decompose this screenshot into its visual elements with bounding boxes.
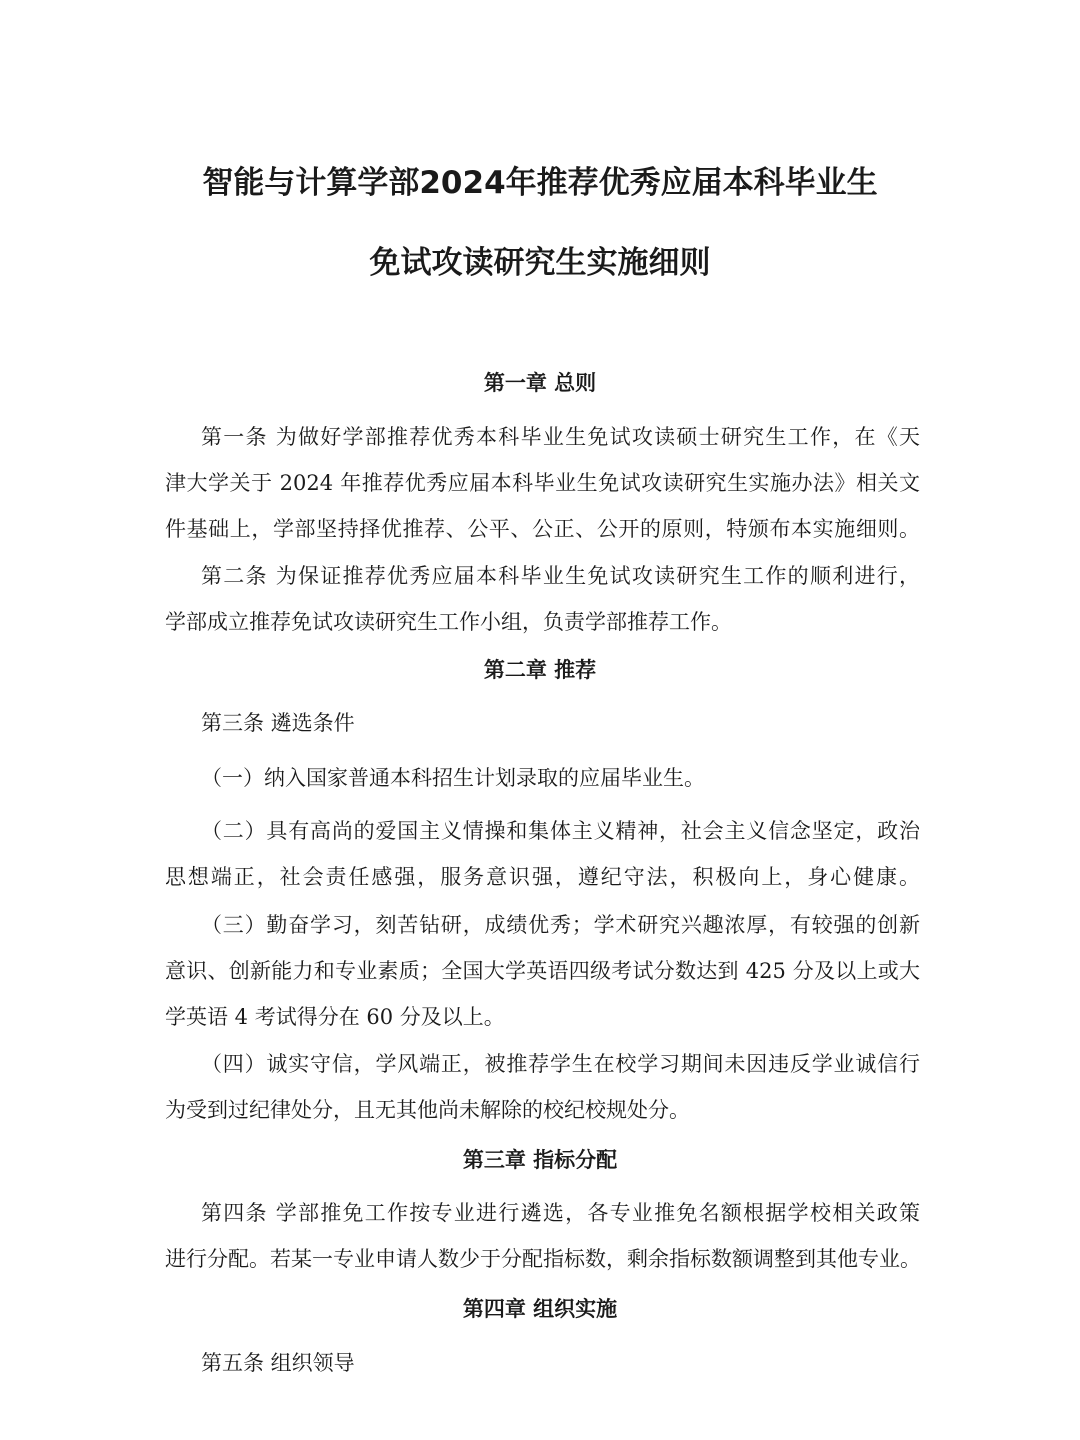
article-2 <box>165 553 920 645</box>
condition-4-line: （四）诚实守信，学风端正，被推荐学生在校学习期间未因违反学业诚信行 <box>201 1052 920 1076</box>
condition-3-line: （三）勤奋学习，刻苦钻研，成绩优秀；学术研究兴趣浓厚，有较强的创新 <box>201 913 920 937</box>
article-1-line: 第一条 为做好学部推荐优秀本科毕业生免试攻读硕士研究生工作，在《天 <box>201 425 920 449</box>
chapter-2-heading: 第二章 推荐 <box>483 658 597 682</box>
article-1 <box>165 414 920 552</box>
article-5-line: 第五条 组织领导 <box>201 1351 355 1375</box>
article-2-line: 第二条 为保证推荐优秀应届本科毕业生免试攻读研究生工作的顺利进行， <box>201 564 920 588</box>
condition-4 <box>165 1041 920 1133</box>
condition-2-line: （二）具有高尚的爱国主义情操和集体主义精神，社会主义信念坚定，政治 <box>201 819 920 843</box>
article-4-line: 进行分配。若某一专业申请人数少于分配指标数，剩余指标数额调整到其他专业。 <box>165 1247 921 1271</box>
article-1-line: 件基础上，学部坚持择优推荐、公平、公正、公开的原则，特颁布本实施细则。 <box>165 517 920 541</box>
condition-1-line: （一）纳入国家普通本科招生计划录取的应届毕业生。 <box>201 766 705 790</box>
condition-4-line: 为受到过纪律处分，且无其他尚未解除的校纪校规处分。 <box>165 1098 690 1122</box>
chapter-3-heading: 第三章 指标分配 <box>462 1148 618 1172</box>
article-5 <box>165 1340 920 1386</box>
document-title-line-1: 智能与计算学部2024年推荐优秀应届本科毕业生 <box>202 165 878 201</box>
condition-3-line: 学英语 4 考试得分在 60 分及以上。 <box>165 1005 505 1029</box>
chapter-4-heading: 第四章 组织实施 <box>462 1297 618 1321</box>
article-4 <box>165 1190 920 1282</box>
document-title-line-2: 免试攻读研究生实施细则 <box>369 245 711 281</box>
condition-2-line: 思想端正，社会责任感强，服务意识强，遵纪守法，积极向上，身心健康。 <box>165 865 920 889</box>
condition-1 <box>165 755 920 801</box>
chapter-1-heading: 第一章 总则 <box>483 371 597 395</box>
article-3-line: 第三条 遴选条件 <box>201 711 355 735</box>
article-2-line: 学部成立推荐免试攻读研究生工作小组，负责学部推荐工作。 <box>165 610 732 634</box>
article-4-line: 第四条 学部推免工作按专业进行遴选，各专业推免名额根据学校相关政策 <box>201 1201 920 1225</box>
condition-3 <box>165 902 920 1040</box>
condition-3-line: 意识、创新能力和专业素质；全国大学英语四级考试分数达到 425 分及以上或大 <box>165 959 920 983</box>
condition-2 <box>165 808 920 900</box>
article-1-line: 津大学关于 2024 年推荐优秀应届本科毕业生免试攻读研究生实施办法》相关文 <box>165 471 920 495</box>
article-3 <box>165 700 920 746</box>
